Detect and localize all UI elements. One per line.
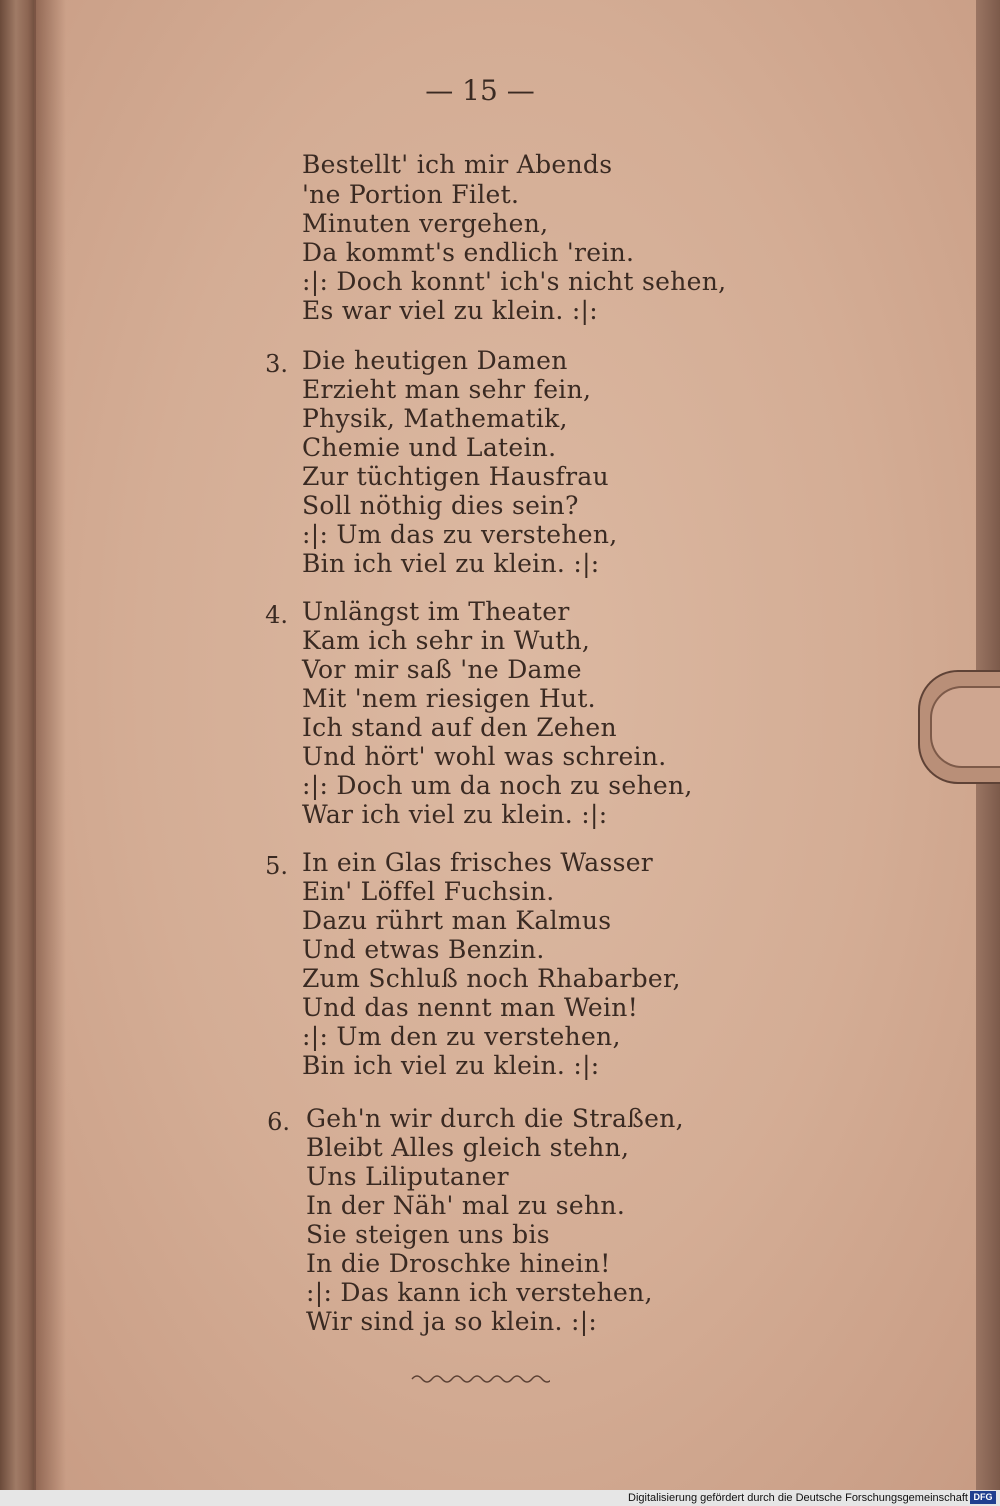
verse-line: Ein' Löffel Fuchsin. bbox=[302, 877, 555, 906]
verse-line: Vor mir saß 'ne Dame bbox=[302, 655, 582, 684]
verse-line: Die heutigen Damen bbox=[302, 346, 568, 375]
end-ornament bbox=[410, 1372, 550, 1386]
verse-line: Uns Liliputaner bbox=[306, 1162, 509, 1191]
verse-line: Sie steigen uns bis bbox=[306, 1220, 550, 1249]
stanza-number: 6. bbox=[267, 1108, 290, 1136]
verse-line: :|: Doch konnt' ich's nicht sehen, bbox=[302, 267, 727, 296]
verse-line: Chemie und Latein. bbox=[302, 433, 557, 462]
footer-credit: Digitalisierung gefördert durch die Deutsche Forschungsgemeinschaft bbox=[628, 1492, 968, 1504]
page-gutter-shadow bbox=[36, 0, 66, 1490]
stanza-number: 5. bbox=[265, 852, 288, 880]
verse-line: Erzieht man sehr fein, bbox=[302, 375, 592, 404]
stanza-number: 3. bbox=[265, 350, 288, 378]
verse-line: War ich viel zu klein. :|: bbox=[302, 800, 608, 829]
verse-line: Mit 'nem riesigen Hut. bbox=[302, 684, 596, 713]
verse-line: Geh'n wir durch die Straßen, bbox=[306, 1104, 684, 1133]
verse-line: :|: Doch um da noch zu sehen, bbox=[302, 771, 693, 800]
verse-line: Zum Schluß noch Rhabarber, bbox=[302, 964, 681, 993]
verse-line: In ein Glas frisches Wasser bbox=[302, 848, 654, 877]
verse-line: Da kommt's endlich 'rein. bbox=[302, 238, 635, 267]
verse-line: Dazu rührt man Kalmus bbox=[302, 906, 612, 935]
verse-line: Minuten vergehen, bbox=[302, 209, 549, 238]
verse-line: Wir sind ja so klein. :|: bbox=[306, 1307, 598, 1336]
verse-line: Und hört' wohl was schrein. bbox=[302, 742, 667, 771]
verse-line: Bestellt' ich mir Abends bbox=[302, 150, 613, 179]
verse-line: Unlängst im Theater bbox=[302, 597, 570, 626]
verse-line: Zur tüchtigen Hausfrau bbox=[302, 462, 609, 491]
dfg-logo: DFG bbox=[970, 1491, 996, 1504]
verse-line: :|: Um das zu verstehen, bbox=[302, 520, 618, 549]
verse-line: Bleibt Alles gleich stehn, bbox=[306, 1133, 630, 1162]
verse-line: Kam ich sehr in Wuth, bbox=[302, 626, 591, 655]
verse-line: :|: Um den zu verstehen, bbox=[302, 1022, 621, 1051]
verse-line: Und etwas Benzin. bbox=[302, 935, 545, 964]
verse-line: Ich stand auf den Zehen bbox=[302, 713, 617, 742]
verse-line: Bin ich viel zu klein. :|: bbox=[302, 1051, 600, 1080]
verse-line: Soll nöthig dies sein? bbox=[302, 491, 579, 520]
verse-line: In der Näh' mal zu sehn. bbox=[306, 1191, 626, 1220]
stanza-number: 4. bbox=[265, 601, 288, 629]
page-number: — 15 — bbox=[425, 74, 535, 107]
page-clip-tab-inner bbox=[930, 686, 1000, 768]
verse-line: Physik, Mathematik, bbox=[302, 404, 568, 433]
verse-line: In die Droschke hinein! bbox=[306, 1249, 611, 1278]
verse-line: 'ne Portion Filet. bbox=[302, 180, 520, 209]
verse-line: :|: Das kann ich verstehen, bbox=[306, 1278, 653, 1307]
verse-line: Und das nennt man Wein! bbox=[302, 993, 639, 1022]
verse-line: Es war viel zu klein. :|: bbox=[302, 296, 599, 325]
verse-line: Bin ich viel zu klein. :|: bbox=[302, 549, 600, 578]
